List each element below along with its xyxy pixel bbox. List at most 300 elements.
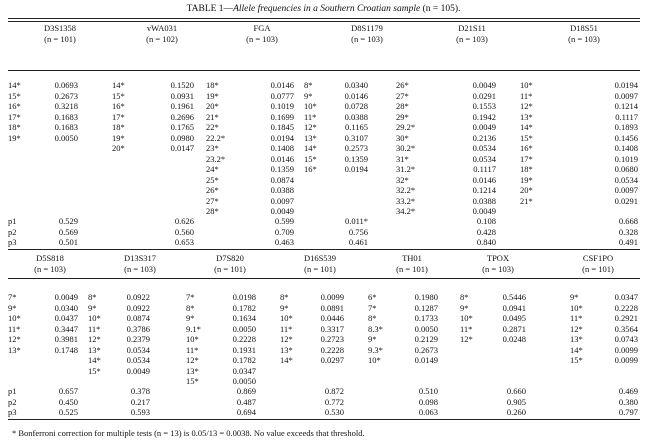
allele-column-cell: 11* bbox=[88, 323, 101, 334]
allele-column-cell: 27* bbox=[396, 90, 409, 101]
allele-column-cell: 29.2* bbox=[396, 122, 416, 132]
frequency-column-cell: 0.0534 bbox=[126, 344, 150, 355]
locus-name: D16S539 bbox=[303, 253, 337, 263]
frequency-column-cell: 0.0194 bbox=[270, 132, 294, 143]
frequency-column bbox=[590, 80, 638, 206]
locus-header bbox=[370, 253, 454, 275]
allele-column-cell: 20* bbox=[112, 143, 125, 153]
frequency-column bbox=[36, 292, 78, 355]
frequency-column-cell: 0.2696 bbox=[170, 111, 194, 122]
frequency-column-cell: 0.1765 bbox=[170, 122, 194, 132]
frequency-column-cell: 0.1699 bbox=[270, 111, 294, 122]
frequency-column-cell: 0.0097 bbox=[614, 185, 638, 195]
allele-column-cell: 23* bbox=[206, 143, 219, 153]
p-value-column-cell: 0.098 bbox=[418, 396, 438, 407]
header-rule-bottom bbox=[8, 278, 640, 279]
frequency-column-cell: 0.0777 bbox=[270, 90, 294, 101]
p-value-column-cell: 0.626 bbox=[174, 216, 194, 226]
allele-column-cell: 8* bbox=[460, 292, 469, 302]
frequency-column-cell: 0.0050 bbox=[414, 323, 438, 334]
frequency-column-cell: 0.1019 bbox=[614, 153, 638, 164]
allele-column-cell: 18* bbox=[206, 80, 219, 90]
frequency-column-cell: 0.0291 bbox=[472, 90, 496, 101]
frequency-column-cell: 0.0248 bbox=[502, 334, 526, 344]
frequency-column-cell: 0.0050 bbox=[232, 376, 256, 386]
frequency-column-cell: 0.0388 bbox=[472, 195, 496, 206]
locus-sample-size: (n = 103) bbox=[34, 264, 66, 274]
allele-column-cell: 12* bbox=[304, 122, 317, 132]
p-label-column-cell: p2 bbox=[8, 396, 17, 407]
frequency-column-cell: 0.2129 bbox=[414, 334, 438, 344]
frequency-column-cell: 0.0297 bbox=[320, 355, 344, 365]
p-value-column-cell: 0.872 bbox=[324, 386, 344, 396]
p-value-column bbox=[448, 216, 496, 248]
locus-sample-size: (n = 102) bbox=[146, 34, 178, 44]
frequency-column-cell: 0.1287 bbox=[414, 302, 438, 313]
allele-column-cell: 9* bbox=[280, 302, 289, 313]
p-value-column-cell: 0.260 bbox=[506, 407, 526, 417]
allele-column-cell: 29* bbox=[396, 111, 409, 122]
allele-column-cell: 32.2* bbox=[396, 185, 416, 195]
allele-column bbox=[396, 80, 436, 217]
frequency-column-cell: 0.0495 bbox=[502, 313, 526, 323]
p-value-column bbox=[216, 386, 256, 418]
locus-header bbox=[278, 253, 362, 275]
allele-column-cell: 13* bbox=[570, 334, 583, 344]
locus-name: TH01 bbox=[402, 253, 422, 263]
allele-column-cell: 11* bbox=[520, 90, 533, 101]
locus-sample-size: (n = 101) bbox=[214, 264, 246, 274]
frequency-column-cell: 0.0194 bbox=[614, 80, 638, 90]
frequency-column-cell: 0.2228 bbox=[320, 344, 344, 355]
frequency-column-cell: 0.3564 bbox=[614, 323, 638, 334]
footnote: * Bonferroni correction for multiple tests (n = 13) is 0.05/13 = 0.0038. No value exceeds that threshold. bbox=[12, 428, 365, 438]
locus-name: TPOX bbox=[486, 253, 510, 263]
p-value-column bbox=[36, 386, 78, 418]
frequency-column-cell: 0.2379 bbox=[126, 334, 150, 344]
allele-column-cell: 14* bbox=[570, 344, 583, 355]
allele-column-cell: 12* bbox=[570, 323, 583, 334]
frequency-column-cell: 0.0437 bbox=[54, 313, 78, 323]
allele-column-cell: 13* bbox=[8, 344, 21, 355]
frequency-column-cell: 0.0680 bbox=[614, 164, 638, 174]
frequency-column bbox=[596, 292, 638, 366]
allele-column-cell: 11* bbox=[460, 323, 473, 334]
frequency-column-cell: 0.0049 bbox=[270, 206, 294, 216]
frequency-column-cell: 0.0891 bbox=[320, 302, 344, 313]
allele-column-cell: 14* bbox=[112, 80, 125, 90]
frequency-column-cell: 0.0049 bbox=[126, 365, 150, 376]
frequency-column-cell: 0.1359 bbox=[344, 153, 368, 164]
allele-column-cell: 9* bbox=[88, 302, 97, 313]
frequency-column-cell: 0.3447 bbox=[54, 323, 78, 334]
locus-name: D8S1179 bbox=[351, 23, 383, 33]
frequency-column-cell: 0.0050 bbox=[54, 132, 78, 143]
allele-column-cell: 15* bbox=[8, 90, 21, 101]
p-value-column-cell: 0.469 bbox=[618, 386, 638, 396]
allele-column-cell: 9* bbox=[460, 302, 469, 313]
allele-column-cell: 16* bbox=[8, 101, 21, 111]
frequency-column-cell: 0.0146 bbox=[472, 174, 496, 185]
allele-column-cell: 14* bbox=[8, 80, 21, 90]
frequency-column-cell: 0.0146 bbox=[270, 80, 294, 90]
frequency-column-cell: 0.1359 bbox=[270, 164, 294, 174]
p-value-column-cell: 0.660 bbox=[506, 386, 526, 396]
allele-column-cell: 15* bbox=[112, 90, 125, 101]
locus-header bbox=[98, 253, 182, 275]
table-title bbox=[0, 4, 647, 14]
p-value-column-cell: 0.378 bbox=[130, 386, 150, 396]
p-value-column bbox=[306, 386, 344, 418]
allele-column-cell: 16* bbox=[112, 101, 125, 111]
locus-name: D21S11 bbox=[458, 23, 486, 33]
frequency-column-cell: 0.1980 bbox=[414, 292, 438, 302]
p-value-column bbox=[590, 216, 638, 248]
allele-column-cell: 9.1* bbox=[186, 323, 201, 334]
allele-column-cell: 9* bbox=[8, 302, 17, 313]
frequency-column-cell: 0.0340 bbox=[54, 302, 78, 313]
p-value-column-cell: 0.011* bbox=[344, 216, 368, 226]
allele-column bbox=[570, 292, 598, 366]
allele-column-cell: 8* bbox=[304, 80, 313, 90]
locus-name: D18S51 bbox=[570, 23, 598, 33]
frequency-column-cell: 0.1408 bbox=[270, 143, 294, 153]
p-value-column-cell: 0.653 bbox=[174, 237, 194, 247]
frequency-column-cell: 0.1520 bbox=[170, 80, 194, 90]
p-label-column bbox=[8, 386, 28, 418]
frequency-column bbox=[306, 292, 344, 366]
allele-column-cell: 10* bbox=[520, 80, 533, 90]
frequency-column-cell: 0.3786 bbox=[126, 323, 150, 334]
allele-column-cell: 11* bbox=[570, 313, 583, 323]
bottom-rule bbox=[8, 419, 640, 420]
p-value-column-cell: 0.487 bbox=[236, 396, 256, 407]
p-value-column-cell: 0.694 bbox=[236, 407, 256, 417]
frequency-column bbox=[330, 80, 368, 175]
locus-header bbox=[8, 23, 112, 45]
p-value-column-cell: 0.510 bbox=[418, 386, 438, 396]
frequency-column-cell: 0.0149 bbox=[414, 355, 438, 365]
p-value-column-cell: 0.491 bbox=[618, 237, 638, 247]
frequency-column-cell: 0.0099 bbox=[614, 355, 638, 365]
allele-column bbox=[186, 292, 216, 387]
allele-column-cell: 12* bbox=[520, 101, 533, 111]
frequency-column bbox=[448, 80, 496, 217]
p-value-column-cell: 0.560 bbox=[174, 226, 194, 237]
frequency-column bbox=[30, 80, 78, 143]
frequency-column-cell: 0.1019 bbox=[270, 101, 294, 111]
p-label-column bbox=[8, 216, 28, 248]
allele-column bbox=[280, 292, 304, 366]
allele-column-cell: 14* bbox=[520, 122, 533, 132]
locus-name: D13S317 bbox=[123, 253, 157, 263]
allele-column-cell: 12* bbox=[88, 334, 101, 344]
frequency-column-cell: 0.1893 bbox=[614, 122, 638, 132]
p-value-column-cell: 0.428 bbox=[476, 226, 496, 237]
frequency-column-cell: 0.0874 bbox=[126, 313, 150, 323]
frequency-column-cell: 0.1782 bbox=[232, 302, 256, 313]
p-value-column-cell: 0.450 bbox=[58, 396, 78, 407]
frequency-column-cell: 0.1553 bbox=[472, 101, 496, 111]
allele-column-cell: 23.2* bbox=[206, 153, 226, 164]
allele-column-cell: 9* bbox=[570, 292, 579, 302]
p-value-column-cell: 0.569 bbox=[58, 226, 78, 237]
locus-header bbox=[188, 253, 272, 275]
frequency-column-cell: 0.1683 bbox=[54, 122, 78, 132]
top-rule bbox=[8, 18, 640, 19]
allele-column-cell: 16* bbox=[520, 143, 533, 153]
allele-column-cell: 19* bbox=[520, 174, 533, 185]
allele-column-cell: 21* bbox=[206, 111, 219, 122]
p-value-column bbox=[596, 386, 638, 418]
p-value-column-cell: 0.905 bbox=[506, 396, 526, 407]
locus-sample-size: (n = 101) bbox=[44, 34, 76, 44]
frequency-column-cell: 0.0146 bbox=[270, 153, 294, 164]
frequency-column-cell: 0.0922 bbox=[126, 292, 150, 302]
allele-column-cell: 13* bbox=[520, 111, 533, 122]
allele-column-cell: 22* bbox=[206, 122, 219, 132]
locus-header bbox=[210, 23, 314, 45]
allele-column-cell: 10* bbox=[570, 302, 583, 313]
locus-name: FGA bbox=[253, 23, 271, 33]
allele-column bbox=[112, 80, 138, 154]
allele-column-cell: 34.2* bbox=[396, 206, 416, 216]
frequency-column-cell: 0.2228 bbox=[232, 334, 256, 344]
allele-column-cell: 9* bbox=[304, 90, 313, 101]
frequency-column-cell: 0.2673 bbox=[54, 90, 78, 101]
frequency-column-cell: 0.0097 bbox=[614, 90, 638, 101]
allele-column-cell: 28* bbox=[206, 206, 219, 216]
allele-column-cell: 14* bbox=[280, 355, 293, 365]
frequency-column-cell: 0.1845 bbox=[270, 122, 294, 132]
allele-column-cell: 9.3* bbox=[368, 344, 383, 355]
frequency-column-cell: 0.1748 bbox=[54, 344, 78, 355]
p-value-column-cell: 0.530 bbox=[324, 407, 344, 417]
allele-column-cell: 24* bbox=[206, 164, 219, 174]
p-value-column bbox=[30, 216, 78, 248]
frequency-column-cell: 0.2871 bbox=[502, 323, 526, 334]
locus-sample-size: (n = 101) bbox=[396, 264, 428, 274]
p-value-column-cell: 0.108 bbox=[476, 216, 496, 226]
p-value-column-cell: 0.657 bbox=[58, 386, 78, 396]
p-value-column-cell: 0.869 bbox=[236, 386, 256, 396]
allele-column-cell: 20* bbox=[206, 101, 219, 111]
allele-column-cell: 7* bbox=[368, 302, 377, 313]
frequency-column-cell: 0.1408 bbox=[614, 143, 638, 153]
allele-column-cell: 22.2* bbox=[206, 132, 226, 143]
p-label-column-cell: p3 bbox=[8, 237, 17, 247]
frequency-column-cell: 0.0347 bbox=[614, 292, 638, 302]
allele-column-cell: 33.2* bbox=[396, 195, 416, 206]
locus-header bbox=[8, 253, 92, 275]
locus-name: CSF1PO bbox=[582, 253, 614, 263]
frequency-column-cell: 0.1931 bbox=[232, 344, 256, 355]
frequency-column bbox=[148, 80, 194, 154]
p-value-column-cell: 0.063 bbox=[418, 407, 438, 417]
locus-name: vWA031 bbox=[146, 23, 178, 33]
frequency-column-cell: 0.0388 bbox=[270, 185, 294, 195]
locus-header bbox=[556, 253, 640, 275]
header-rule-top bbox=[8, 70, 640, 71]
frequency-column-cell: 0.0941 bbox=[502, 302, 526, 313]
allele-column-cell: 8* bbox=[368, 313, 377, 323]
locus-header bbox=[420, 23, 524, 45]
allele-column-cell: 15* bbox=[304, 153, 317, 164]
frequency-column-cell: 0.3107 bbox=[344, 132, 368, 143]
allele-column-cell: 17* bbox=[8, 111, 21, 122]
frequency-column-cell: 0.1117 bbox=[615, 111, 638, 122]
frequency-column-cell: 0.0534 bbox=[472, 153, 496, 164]
locus-sample-size: (n = 103) bbox=[351, 34, 383, 44]
allele-column-cell: 30* bbox=[396, 132, 409, 143]
title-suffix: (n = 105). bbox=[420, 4, 461, 14]
allele-column-cell: 14* bbox=[88, 355, 101, 365]
p-value-column-cell: 0.529 bbox=[58, 216, 78, 226]
allele-column-cell: 10* bbox=[280, 313, 293, 323]
p-value-column-cell: 0.463 bbox=[274, 237, 294, 247]
allele-column-cell: 10* bbox=[460, 313, 473, 323]
allele-column-cell: 25* bbox=[206, 174, 219, 185]
p-value-column-cell: 0.772 bbox=[324, 396, 344, 407]
p-label-column-cell: p2 bbox=[8, 226, 17, 237]
frequency-column-cell: 0.0146 bbox=[344, 90, 368, 101]
allele-column-cell: 32* bbox=[396, 174, 409, 185]
allele-column bbox=[206, 80, 244, 217]
allele-column-cell: 16* bbox=[304, 164, 317, 174]
locus-header bbox=[456, 253, 540, 275]
allele-column bbox=[8, 80, 32, 143]
frequency-column-cell: 0.0147 bbox=[170, 143, 194, 153]
locus-sample-size: (n = 101) bbox=[582, 264, 614, 274]
frequency-column-cell: 0.2673 bbox=[414, 344, 438, 355]
frequency-column-cell: 0.0743 bbox=[614, 334, 638, 344]
allele-column-cell: 7* bbox=[8, 292, 17, 302]
allele-column-cell: 10* bbox=[368, 355, 381, 365]
frequency-column-cell: 0.0874 bbox=[270, 174, 294, 185]
p-value-column-cell: 0.840 bbox=[476, 237, 496, 247]
allele-column-cell: 11* bbox=[280, 323, 293, 334]
allele-column-cell: 11* bbox=[8, 323, 21, 334]
allele-column-cell: 13* bbox=[186, 365, 199, 376]
allele-column-cell: 30.2* bbox=[396, 143, 416, 153]
p-label-column-cell: p1 bbox=[8, 216, 17, 226]
allele-column-cell: 10* bbox=[186, 334, 199, 344]
frequency-column-cell: 0.1117 bbox=[473, 164, 496, 174]
allele-column-cell: 19* bbox=[112, 132, 125, 143]
frequency-column-cell: 0.0049 bbox=[472, 80, 496, 90]
allele-column-cell: 18* bbox=[8, 122, 21, 132]
p-value-column-cell: 0.501 bbox=[58, 237, 78, 247]
p-value-column bbox=[148, 216, 194, 248]
frequency-column-cell: 0.0693 bbox=[54, 80, 78, 90]
frequency-column-cell: 0.0049 bbox=[472, 122, 496, 132]
frequency-column-cell: 0.0099 bbox=[320, 292, 344, 302]
p-value-column-cell: 0.599 bbox=[274, 216, 294, 226]
frequency-column-cell: 0.2136 bbox=[472, 132, 496, 143]
middle-rule bbox=[8, 249, 640, 250]
locus-header bbox=[110, 23, 214, 45]
allele-column-cell: 21* bbox=[520, 195, 533, 206]
allele-column-cell: 12* bbox=[460, 334, 473, 344]
frequency-column-cell: 0.0099 bbox=[614, 344, 638, 355]
frequency-column-cell: 0.1634 bbox=[232, 313, 256, 323]
p-value-column-cell: 0.668 bbox=[618, 216, 638, 226]
locus-sample-size: (n = 103) bbox=[124, 264, 156, 274]
allele-column-cell: 6* bbox=[368, 292, 377, 302]
allele-column-cell: 12* bbox=[186, 355, 199, 365]
frequency-column-cell: 0.0980 bbox=[170, 132, 194, 143]
frequency-column-cell: 0.1733 bbox=[414, 313, 438, 323]
allele-column-cell: 20* bbox=[520, 185, 533, 195]
allele-column-cell: 17* bbox=[112, 111, 125, 122]
allele-column-cell: 10* bbox=[304, 101, 317, 111]
frequency-column bbox=[216, 292, 256, 387]
allele-column-cell: 19* bbox=[206, 90, 219, 101]
frequency-column-cell: 0.0446 bbox=[320, 313, 344, 323]
frequency-column bbox=[112, 292, 150, 376]
frequency-column bbox=[250, 80, 294, 217]
frequency-column-cell: 0.1214 bbox=[472, 185, 496, 195]
frequency-column-cell: 0.0198 bbox=[232, 292, 256, 302]
locus-sample-size: (n = 103) bbox=[246, 34, 278, 44]
allele-column-cell: 31.2* bbox=[396, 164, 416, 174]
frequency-column-cell: 0.5446 bbox=[502, 292, 526, 302]
allele-column-cell: 8* bbox=[186, 302, 195, 313]
frequency-column-cell: 0.0534 bbox=[126, 355, 150, 365]
locus-sample-size: (n = 103) bbox=[568, 34, 600, 44]
frequency-column-cell: 0.3218 bbox=[54, 101, 78, 111]
locus-name: D3S1358 bbox=[43, 23, 77, 33]
frequency-column-cell: 0.1456 bbox=[614, 132, 638, 143]
allele-column-cell: 13* bbox=[88, 344, 101, 355]
frequency-column-cell: 0.0347 bbox=[232, 365, 256, 376]
allele-column-cell: 13* bbox=[304, 132, 317, 143]
frequency-column-cell: 0.0534 bbox=[472, 143, 496, 153]
frequency-column-cell: 0.0049 bbox=[472, 206, 496, 216]
p-value-column-cell: 0.217 bbox=[130, 396, 150, 407]
p-label-column-cell: p3 bbox=[8, 407, 17, 417]
frequency-column bbox=[396, 292, 438, 366]
allele-column-cell: 10* bbox=[8, 313, 21, 323]
allele-column-cell: 28* bbox=[396, 101, 409, 111]
frequency-column-cell: 0.0291 bbox=[614, 195, 638, 206]
allele-column-cell: 15* bbox=[520, 132, 533, 143]
allele-column-cell: 7* bbox=[186, 292, 195, 302]
allele-column-cell: 12* bbox=[280, 334, 293, 344]
locus-name: D7S820 bbox=[216, 253, 244, 263]
allele-column-cell: 11* bbox=[304, 111, 317, 122]
frequency-column-cell: 0.0050 bbox=[232, 323, 256, 334]
allele-column bbox=[460, 292, 484, 345]
frequency-column-cell: 0.0194 bbox=[344, 164, 368, 174]
allele-column-cell: 13* bbox=[280, 344, 293, 355]
frequency-column-cell: 0.0097 bbox=[270, 195, 294, 206]
frequency-column-cell: 0.0340 bbox=[344, 80, 368, 90]
allele-column-cell: 17* bbox=[520, 153, 533, 164]
allele-column-cell: 15* bbox=[88, 365, 101, 376]
frequency-column-cell: 0.1961 bbox=[170, 101, 194, 111]
allele-column-cell: 18* bbox=[520, 164, 533, 174]
locus-name: D5S818 bbox=[36, 253, 64, 263]
allele-column-cell: 26* bbox=[396, 80, 409, 90]
p-value-column bbox=[396, 386, 438, 418]
p-value-column bbox=[250, 216, 294, 248]
locus-header bbox=[315, 23, 419, 45]
allele-column-cell: 10* bbox=[88, 313, 101, 323]
allele-column-cell: 15* bbox=[570, 355, 583, 365]
locus-sample-size: (n = 103) bbox=[456, 34, 488, 44]
frequency-column-cell: 0.0931 bbox=[170, 90, 194, 101]
